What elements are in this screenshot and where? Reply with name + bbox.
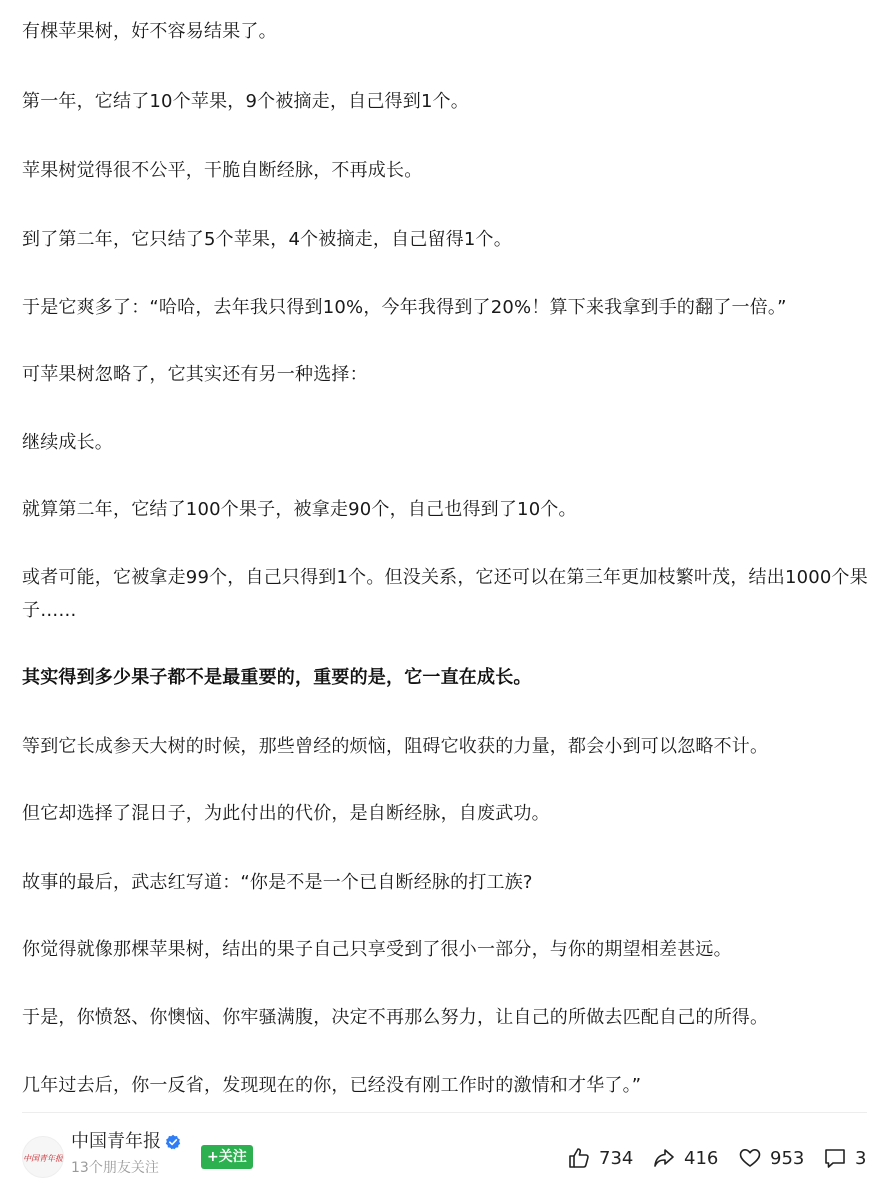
article-paragraph: 或者可能，它被拿走99个，自己只得到1个。但没关系，它还可以在第三年更加枝繁叶茂，结出1000个果子…… <box>22 567 868 621</box>
like-count: 734 <box>599 1147 634 1169</box>
share-action[interactable] <box>652 1146 718 1170</box>
author-avatar[interactable] <box>22 1136 64 1178</box>
article-paragraph: 故事的最后，武志红写道：“你是不是一个已自断经脉的打工族? <box>22 872 533 893</box>
article-paragraph: 但它却选择了混日子，为此付出的代价，是自断经脉，自废武功。 <box>22 803 550 824</box>
footer-divider <box>22 1112 867 1113</box>
article-paragraph: 有棵苹果树，好不容易结果了。 <box>22 21 277 42</box>
article-paragraph: 苹果树觉得很不公平，干脆自断经脉，不再成长。 <box>22 160 423 181</box>
share-count: 416 <box>684 1147 719 1169</box>
article-paragraph: 于是，你愤怒、你懊恼、你牢骚满腹，决定不再那么努力，让自己的所做去匹配自己的所得。 <box>22 1007 769 1028</box>
article-paragraph: 等到它长成参天大树的时候，那些曾经的烦恼，阻碍它收获的力量，都会小到可以忽略不计。 <box>22 736 769 757</box>
article-paragraph-emphasis: 其实得到多少果子都不是最重要的，重要的是，它一直在成长。 <box>22 667 532 688</box>
article-paragraph: 你觉得就像那棵苹果树，结出的果子自己只享受到了很小一部分，与你的期望相差甚远。 <box>22 939 732 960</box>
article-paragraph: 可苹果树忽略了，它其实还有另一种选择： <box>22 364 368 385</box>
article-paragraph: 于是它爽多了：“哈哈，去年我只得到10%，今年我得到了20%！算下来我拿到手的翻了一倍。” <box>22 297 787 318</box>
comment-action[interactable] <box>823 1146 866 1170</box>
like-action[interactable] <box>567 1146 633 1170</box>
article-paragraph: 第一年，它结了10个苹果，9个被摘走，自己得到1个。 <box>22 91 470 112</box>
share-forward-icon <box>652 1146 676 1170</box>
follow-button[interactable]: +关注 <box>201 1145 253 1169</box>
author-name[interactable] <box>71 1130 181 1154</box>
thumb-up-icon <box>567 1146 591 1170</box>
comment-count: 3 <box>855 1147 867 1169</box>
article-footer-bar <box>0 1120 891 1200</box>
heart-icon <box>738 1146 762 1170</box>
article-paragraph: 到了第二年，它只结了5个苹果，4个被摘走，自己留得1个。 <box>22 229 512 250</box>
svg-text:中国青年报: 中国青年报 <box>23 1154 63 1163</box>
favorite-action[interactable] <box>738 1146 804 1170</box>
article-paragraph: 就算第二年，它结了100个果子，被拿走90个，自己也得到了10个。 <box>22 499 577 520</box>
followers-text: 13个朋友关注 <box>71 1160 159 1176</box>
verified-badge-icon <box>165 1134 181 1150</box>
article-paragraph: 继续成长。 <box>22 432 113 453</box>
favorite-count: 953 <box>770 1147 805 1169</box>
comment-bubble-icon <box>823 1146 847 1170</box>
china-youth-daily-logo <box>23 1137 63 1177</box>
article-paragraph: 几年过去后，你一反省，发现现在的你，已经没有刚工作时的激情和才华了。” <box>22 1075 642 1096</box>
author-name-text[interactable]: 中国青年报 <box>71 1131 161 1152</box>
